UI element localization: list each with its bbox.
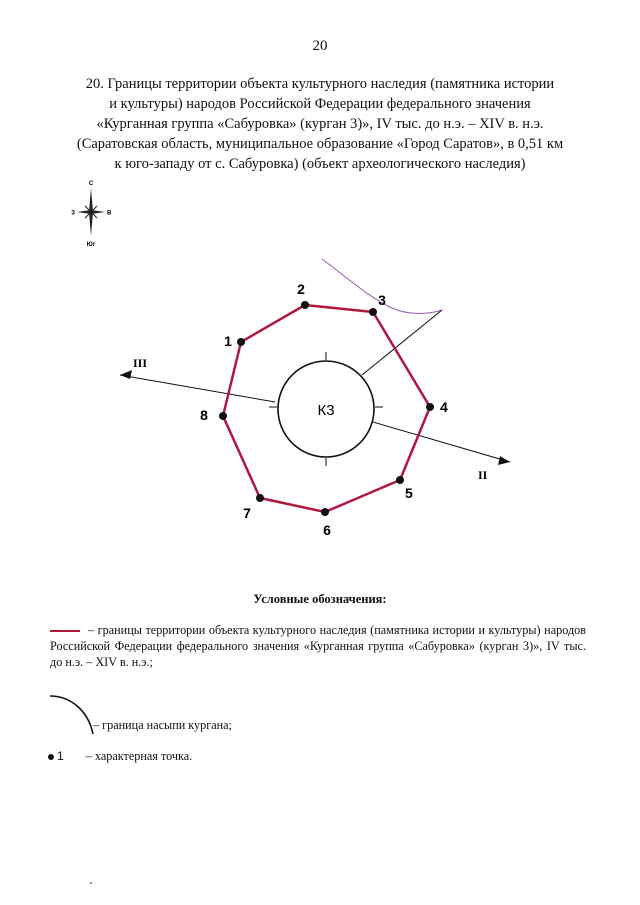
legend-point-text: – характерная точка. <box>85 749 193 763</box>
boundary-point-marker <box>219 412 227 420</box>
compass-north-label: С <box>88 181 94 187</box>
site-plan <box>100 250 540 550</box>
page-title <box>40 74 600 174</box>
boundary-point-label: 2 <box>297 281 305 297</box>
boundary-point-marker <box>256 494 264 502</box>
compass-east-label: В <box>107 210 112 217</box>
mound-label: К3 <box>317 402 335 419</box>
page-number: 20 <box>312 38 328 54</box>
compass-rose-icon <box>66 176 116 251</box>
boundary-point-marker <box>369 308 377 316</box>
legend-boundary <box>50 622 586 670</box>
legend-point <box>48 748 192 764</box>
profile-label-2: II <box>478 468 488 482</box>
boundary-point-label: 1 <box>224 333 232 349</box>
title-line: (Саратовская область, муниципальное образование «Город Саратов», в 0,51 км <box>76 136 564 152</box>
boundary-point-label: 8 <box>200 407 208 423</box>
boundary-point-marker <box>321 508 329 516</box>
point-dot-swatch <box>48 754 54 760</box>
boundary-point-label: 4 <box>440 399 448 415</box>
boundary-point-label: 6 <box>323 522 331 538</box>
north-tie-line <box>362 310 442 375</box>
legend-heading: Условные обозначения: <box>253 592 387 606</box>
boundary-point-marker <box>426 403 434 411</box>
title-line: к юго-западу от с. Сабуровка) (объект археологического наследия) <box>114 156 526 172</box>
legend-boundary-text: – границы территории объекта культурного наследия (памятника истории и культуры) народов Российской Федерации федерального значения «Курганная группа «Сабуровка» (курган 3)», IV тыс. до н.э. – XIV в. н.э.; <box>50 623 586 669</box>
title-line: «Курганная группа «Сабуровка» (курган 3)», IV тыс. до н.э. – XIV в. н.э. <box>96 116 544 132</box>
profile-line-2 <box>373 422 510 462</box>
scan-speck <box>90 882 92 884</box>
compass-west-label: З <box>71 210 75 217</box>
profile-label-3: III <box>133 356 148 370</box>
legend-point-label: 1 <box>57 749 64 763</box>
boundary-point-label: 7 <box>243 505 251 521</box>
boundary-line-swatch <box>50 630 80 632</box>
boundary-point-label: 3 <box>378 292 386 308</box>
arrow-head-east-icon <box>498 456 510 465</box>
boundary-point-label: 5 <box>405 485 413 501</box>
legend-mound-text: – граница насыпи кургана; <box>93 718 232 732</box>
profile-line-3 <box>120 375 275 402</box>
boundary-point-marker <box>301 301 309 309</box>
mound-arc-swatch-icon <box>48 690 98 736</box>
title-line: и культуры) народов Российской Федерации федерального значения <box>109 96 531 112</box>
compass-south-label: Юг <box>86 242 96 248</box>
title-line: 20. Границы территории объекта культурного наследия (памятника истории <box>85 76 555 92</box>
arrow-head-west-icon <box>120 370 132 379</box>
boundary-point-marker <box>396 476 404 484</box>
boundary-point-marker <box>237 338 245 346</box>
